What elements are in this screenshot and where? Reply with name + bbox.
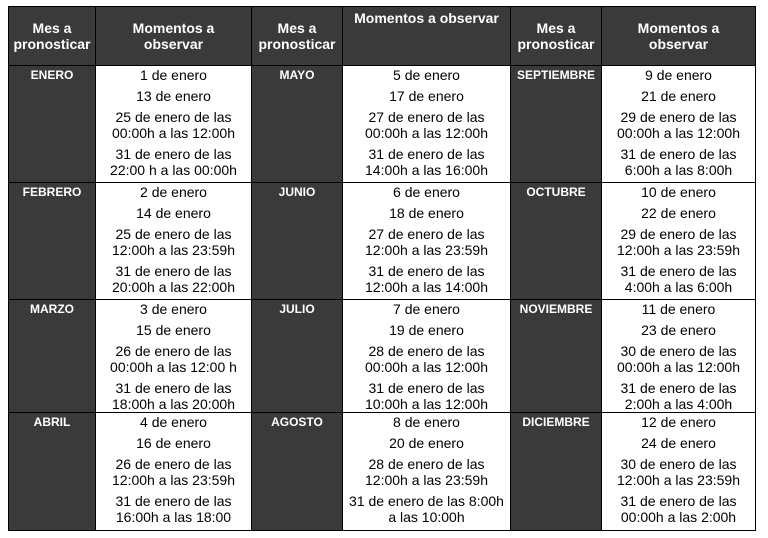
- header-month-1: Mes a pronosticar: [9, 7, 96, 66]
- month-cell: MARZO: [9, 300, 96, 413]
- moment-line: 20:00h a las 22:00h: [112, 279, 235, 295]
- moment-line: 00:00h a las 12:00h: [112, 125, 235, 141]
- moment-line: 18:00h a las 20:00h: [112, 396, 235, 412]
- moment-line: 13 de enero: [136, 88, 211, 104]
- month-cell: AGOSTO: [252, 413, 343, 531]
- moment-line: 31 de enero de las: [368, 263, 485, 279]
- month-cell: NOVIEMBRE: [511, 300, 602, 413]
- moment-line: 19 de enero: [389, 322, 464, 338]
- moment-line: 22:00 h a las 00:00h: [110, 162, 237, 178]
- moment-line: 00:00h a las 12:00 h: [110, 359, 237, 375]
- moment-line: 27 de enero de las: [368, 109, 485, 125]
- moment-line: 7 de enero: [393, 301, 460, 317]
- moment-line: 12:00h a las 23:59h: [365, 242, 488, 258]
- header-moments-2: Momentos a observar: [343, 7, 511, 66]
- moment-line: 12:00h a las 23:59h: [365, 472, 488, 488]
- month-cell: DICIEMBRE: [511, 413, 602, 531]
- moments-cell: [602, 183, 756, 300]
- moment-line: 2 de enero: [140, 184, 207, 200]
- moment-line: 23 de enero: [641, 322, 716, 338]
- moment-line: 28 de enero de las: [368, 343, 485, 359]
- moment-line: 25 de enero de las: [115, 109, 232, 125]
- moment-line: 12:00h a las 23:59h: [617, 472, 740, 488]
- month-cell: JUNIO: [252, 183, 343, 300]
- header-month-2: Mes a pronosticar: [252, 7, 343, 66]
- moment-line: 00:00h a las 2:00h: [620, 509, 737, 525]
- moment-line: 31 de enero de las: [115, 263, 232, 279]
- moment-line: 6:00h a las 8:00h: [624, 162, 733, 178]
- moment-line: 27 de enero de las: [368, 226, 485, 242]
- month-cell: FEBRERO: [9, 183, 96, 300]
- moment-line: 11 de enero: [641, 301, 716, 317]
- moment-line: 20 de enero: [389, 435, 464, 451]
- moment-line: 00:00h a las 12:00h: [365, 125, 488, 141]
- header-row: [9, 7, 756, 66]
- moment-line: 31 de enero de las: [368, 146, 485, 162]
- moment-line: 31 de enero de las: [620, 493, 737, 509]
- month-cell: ABRIL: [9, 413, 96, 531]
- moment-line: 10 de enero: [641, 184, 716, 200]
- moments-cell: [343, 66, 511, 183]
- moments-cell: [343, 413, 511, 531]
- moment-line: 00:00h a las 12:00h: [365, 359, 488, 375]
- moment-line: 14 de enero: [136, 205, 211, 221]
- moment-line: 31 de enero de las: [620, 263, 737, 279]
- moment-line: 15 de enero: [136, 322, 211, 338]
- table-body: [9, 66, 756, 531]
- header-month-3: Mes a pronosticar: [511, 7, 602, 66]
- moments-cell: [96, 300, 252, 413]
- moment-line: 3 de enero: [140, 301, 207, 317]
- moment-line: 2:00h a las 4:00h: [624, 396, 733, 412]
- moment-line: 21 de enero: [641, 88, 716, 104]
- moment-line: 31 de enero de las: [620, 146, 737, 162]
- moments-cell: [96, 183, 252, 300]
- month-cell: ENERO: [9, 66, 96, 183]
- moment-line: 12:00h a las 23:59h: [617, 242, 740, 258]
- month-cell: MAYO: [252, 66, 343, 183]
- header-moments-1: Momentos a observar: [96, 7, 252, 66]
- moment-line: 14:00h a las 16:00h: [365, 162, 488, 178]
- moment-line: 17 de enero: [389, 88, 464, 104]
- moment-line: 00:00h a las 12:00h: [617, 359, 740, 375]
- month-cell: SEPTIEMBRE: [511, 66, 602, 183]
- moments-cell: [343, 183, 511, 300]
- moment-line: 8 de enero: [393, 414, 460, 430]
- moment-line: 9 de enero: [645, 67, 712, 83]
- forecast-table: [8, 6, 756, 531]
- moment-line: 1 de enero: [140, 67, 207, 83]
- moment-line: 4 de enero: [140, 414, 207, 430]
- moment-line: 10:00h a las 12:00h: [365, 396, 488, 412]
- header-moments-3: Momentos a observar: [602, 7, 756, 66]
- moment-line: 29 de enero de las: [620, 226, 737, 242]
- month-cell: JULIO: [252, 300, 343, 413]
- moment-line: 22 de enero: [641, 205, 716, 221]
- moment-line: 24 de enero: [641, 435, 716, 451]
- moment-line: 12:00h a las 14:00h: [365, 279, 488, 295]
- moment-line: 31 de enero de las 8:00h: [349, 493, 504, 509]
- moment-line: 6 de enero: [393, 184, 460, 200]
- table-row: [9, 183, 756, 300]
- moment-line: 4:00h a las 6:00h: [624, 279, 733, 295]
- moment-line: 31 de enero de las: [620, 380, 737, 396]
- moment-line: 31 de enero de las: [115, 380, 232, 396]
- moment-line: 18 de enero: [389, 205, 464, 221]
- table-row: [9, 66, 756, 183]
- moment-line: 16 de enero: [136, 435, 211, 451]
- moments-cell: [96, 66, 252, 183]
- moment-line: 5 de enero: [393, 67, 460, 83]
- moment-line: 26 de enero de las: [115, 456, 232, 472]
- moment-line: 28 de enero de las: [368, 456, 485, 472]
- table-row: [9, 300, 756, 413]
- moment-line: 12:00h a las 23:59h: [112, 242, 235, 258]
- moment-line: 16:00h a las 18:00: [115, 509, 232, 525]
- moment-line: 29 de enero de las: [620, 109, 737, 125]
- moments-cell: [602, 300, 756, 413]
- moment-line: 12:00h a las 23:59h: [112, 472, 235, 488]
- moments-cell: [602, 413, 756, 531]
- table-row: [9, 413, 756, 531]
- moments-cell: [343, 300, 511, 413]
- month-cell: OCTUBRE: [511, 183, 602, 300]
- moment-line: 00:00h a las 12:00h: [617, 125, 740, 141]
- moment-line: 31 de enero de las: [115, 146, 232, 162]
- moment-line: 31 de enero de las: [115, 493, 232, 509]
- moment-line: 12 de enero: [641, 414, 716, 430]
- moments-cell: [96, 413, 252, 531]
- moment-line: 30 de enero de las: [620, 343, 737, 359]
- moment-line: 30 de enero de las: [620, 456, 737, 472]
- moment-line: 25 de enero de las: [115, 226, 232, 242]
- moment-line: 26 de enero de las: [115, 343, 232, 359]
- moment-line: a las 10:00h: [388, 509, 465, 525]
- moments-cell: [602, 66, 756, 183]
- moment-line: 31 de enero de las: [368, 380, 485, 396]
